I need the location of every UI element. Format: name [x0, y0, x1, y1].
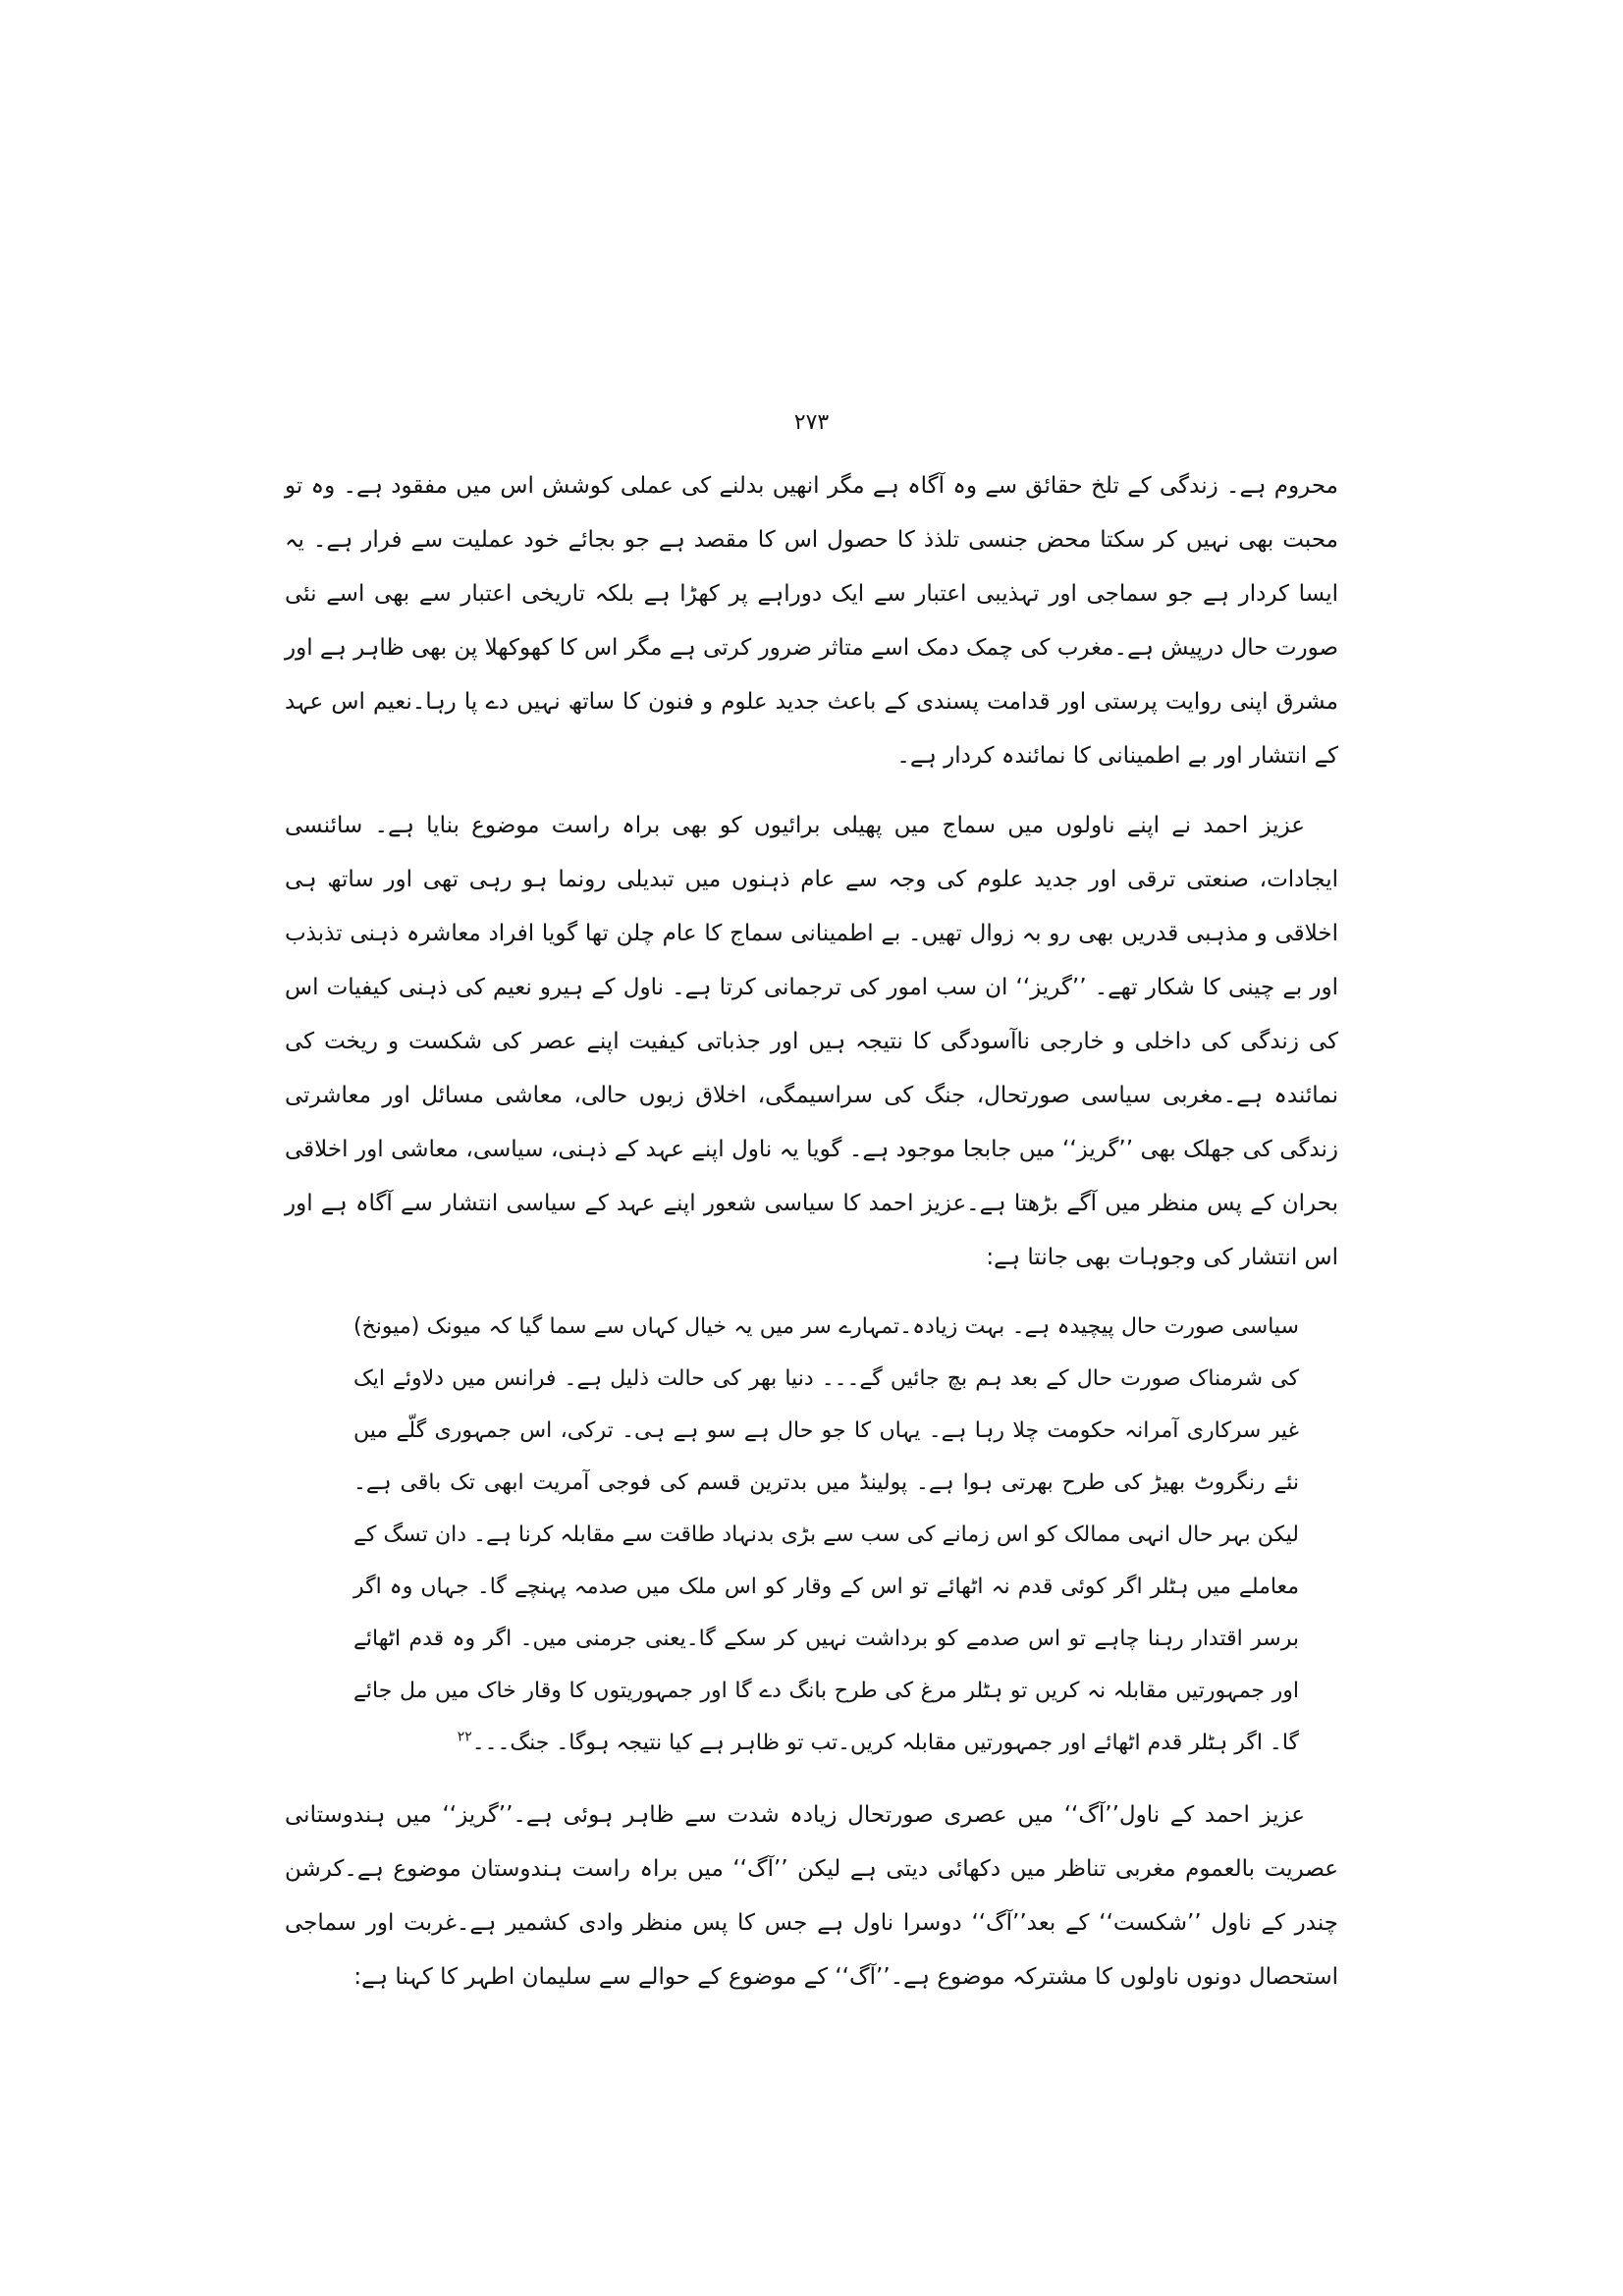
paragraph-1: محروم ہے۔ زندگی کے تلخ حقائق سے وہ آگاہ ہے مگر انھیں بدلنے کی عملی کوشش اس میں مفقود ہے۔ وہ تو محبت بھی نہیں کر سکتا محض جنسی تلذذ کا حصول اس کا مقصد ہے جو بجائے خود عملیت سے فرار ہے۔ یہ ایسا کردار ہے جو سماجی اور تہذیبی اعتبار سے ایک دوراہے پر کھڑا ہے بلکہ تاریخی اعتبار سے بھی اسے نئی صورت حال درپیش ہے۔مغرب کی چمک دمک اسے متاثر ضرور کرتی ہے مگر اس کا کھوکھلا پن بھی ظاہر ہے اور مشرق اپنی روایت پرستی اور قدامت پسندی کے باعث جدید علوم و فنون کا ساتھ نہیں دے پا رہا۔نعیم اس عہد کے انتشار اور بے اطمینانی کا نمائندہ کردار ہے۔: [285, 473, 1338, 769]
footnote-marker: ۲۲: [457, 1729, 472, 1745]
block-quote: [285, 1301, 1338, 1769]
paragraph-3: عزیز احمد کے ناول’’آگ‘‘ میں عصری صورتحال زیادہ شدت سے ظاہر ہوئی ہے۔’’گریز‘‘ میں ہندوستانی عصریت بالعموم مغربی تناظر میں دکھائی دیتی ہے لیکن ’’آگ‘‘ میں براہ راست ہندوستان موضوع ہے۔کرشن چندر کے ناول ’’شکست‘‘ کے بعد’’آگ‘‘ دوسرا ناول ہے جس کا پس منظر وادی کشمیر ہے۔غربت اور سماجی استحصال دونوں ناولوں کا مشترکہ موضوع ہے۔’’آگ‘‘ کے موضوع کے حوالے سے سلیمان اطہر کا کہنا ہے:: [285, 1802, 1338, 1990]
paragraph-2: عزیز احمد نے اپنے ناولوں میں سماج میں پھیلی برائیوں کو بھی براہ راست موضوع بنایا ہے۔ سائنسی ایجادات، صنعتی ترقی اور جدید علوم کی وجہ سے عام ذہنوں میں تبدیلی رونما ہو رہی تھی اور ساتھ ہی اخلاقی و مذہبی قدریں بھی رو بہ زوال تھیں۔ بے اطمینانی سماج کا عام چلن تھا گویا افراد معاشرہ ذہنی تذبذب اور بے چینی کا شکار تھے۔ ’’گریز‘‘ ان سب امور کی ترجمانی کرتا ہے۔ ناول کے ہیرو نعیم کی ذہنی کیفیات اس کی زندگی کی داخلی و خارجی ناآسودگی کا نتیجہ ہیں اور جذباتی کیفیت اپنے عصر کی شکست و ریخت کی نمائندہ ہے۔مغربی سیاسی صورتحال، جنگ کی سراسیمگی، اخلاق زبوں حالی، معاشی مسائل اور معاشرتی زندگی کی جھلک بھی ’’گریز‘‘ میں جابجا موجود ہے۔ گویا یہ ناول اپنے عہد کے ذہنی، سیاسی، معاشی اور اخلاقی بحران کے پس منظر میں آگے بڑھتا ہے۔عزیز احمد کا سیاسی شعور اپنے عہد کے سیاسی انتشار سے آگاہ ہے اور اس انتشار کی وجوہات بھی جانتا ہے:: [285, 813, 1338, 1270]
page-number: ۲۷۳: [793, 410, 830, 435]
body-text: [285, 459, 1338, 2020]
block-quote-text: سیاسی صورت حال پیچیدہ ہے۔ بہت زیادہ۔تمہارے سر میں یہ خیال کہاں سے سما گیا کہ میونک (میونخ) کی شرمناک صورت حال کے بعد ہم بچ جائیں گے۔۔۔ دنیا بھر کی حالت ذلیل ہے۔ فرانس میں دلاوئے ایک غیر سرکاری آمرانہ حکومت چلا رہا ہے۔ یہاں کا جو حال ہے سو ہے ہی۔ ترکی، اس جمہوری گلّے میں نئے رنگروٹ بھیڑ کی طرح بھرتی ہوا ہے۔ پولینڈ میں بدترین قسم کی فوجی آمریت ابھی تک باقی ہے۔لیکن بہر حال انہی ممالک کو اس زمانے کی سب سے بڑی بدنہاد طاقت سے مقابلہ کرنا ہے۔ دان تسگ کے معاملے میں ہٹلر اگر کوئی قدم نہ اٹھائے تو اس کے وقار کو اس ملک میں صدمہ پہنچے گا۔ جہاں وہ اگر برسر اقتدار رہنا چاہے تو اس صدمے کو برداشت نہیں کر سکے گا۔یعنی جرمنی میں۔ اگر وہ قدم اٹھائے اور جمہورتیں مقابلہ نہ کریں تو ہٹلر مرغ کی طرح بانگ دے گا اور جمہوریتوں کا وقار خاک میں مل جائے گا۔ اگر ہٹلر قدم اٹھائے اور جمہورتیں مقابلہ کریں۔تب تو ظاہر ہے کیا نتیجہ ہوگا۔ جنگ۔۔۔: [353, 1314, 1299, 1755]
